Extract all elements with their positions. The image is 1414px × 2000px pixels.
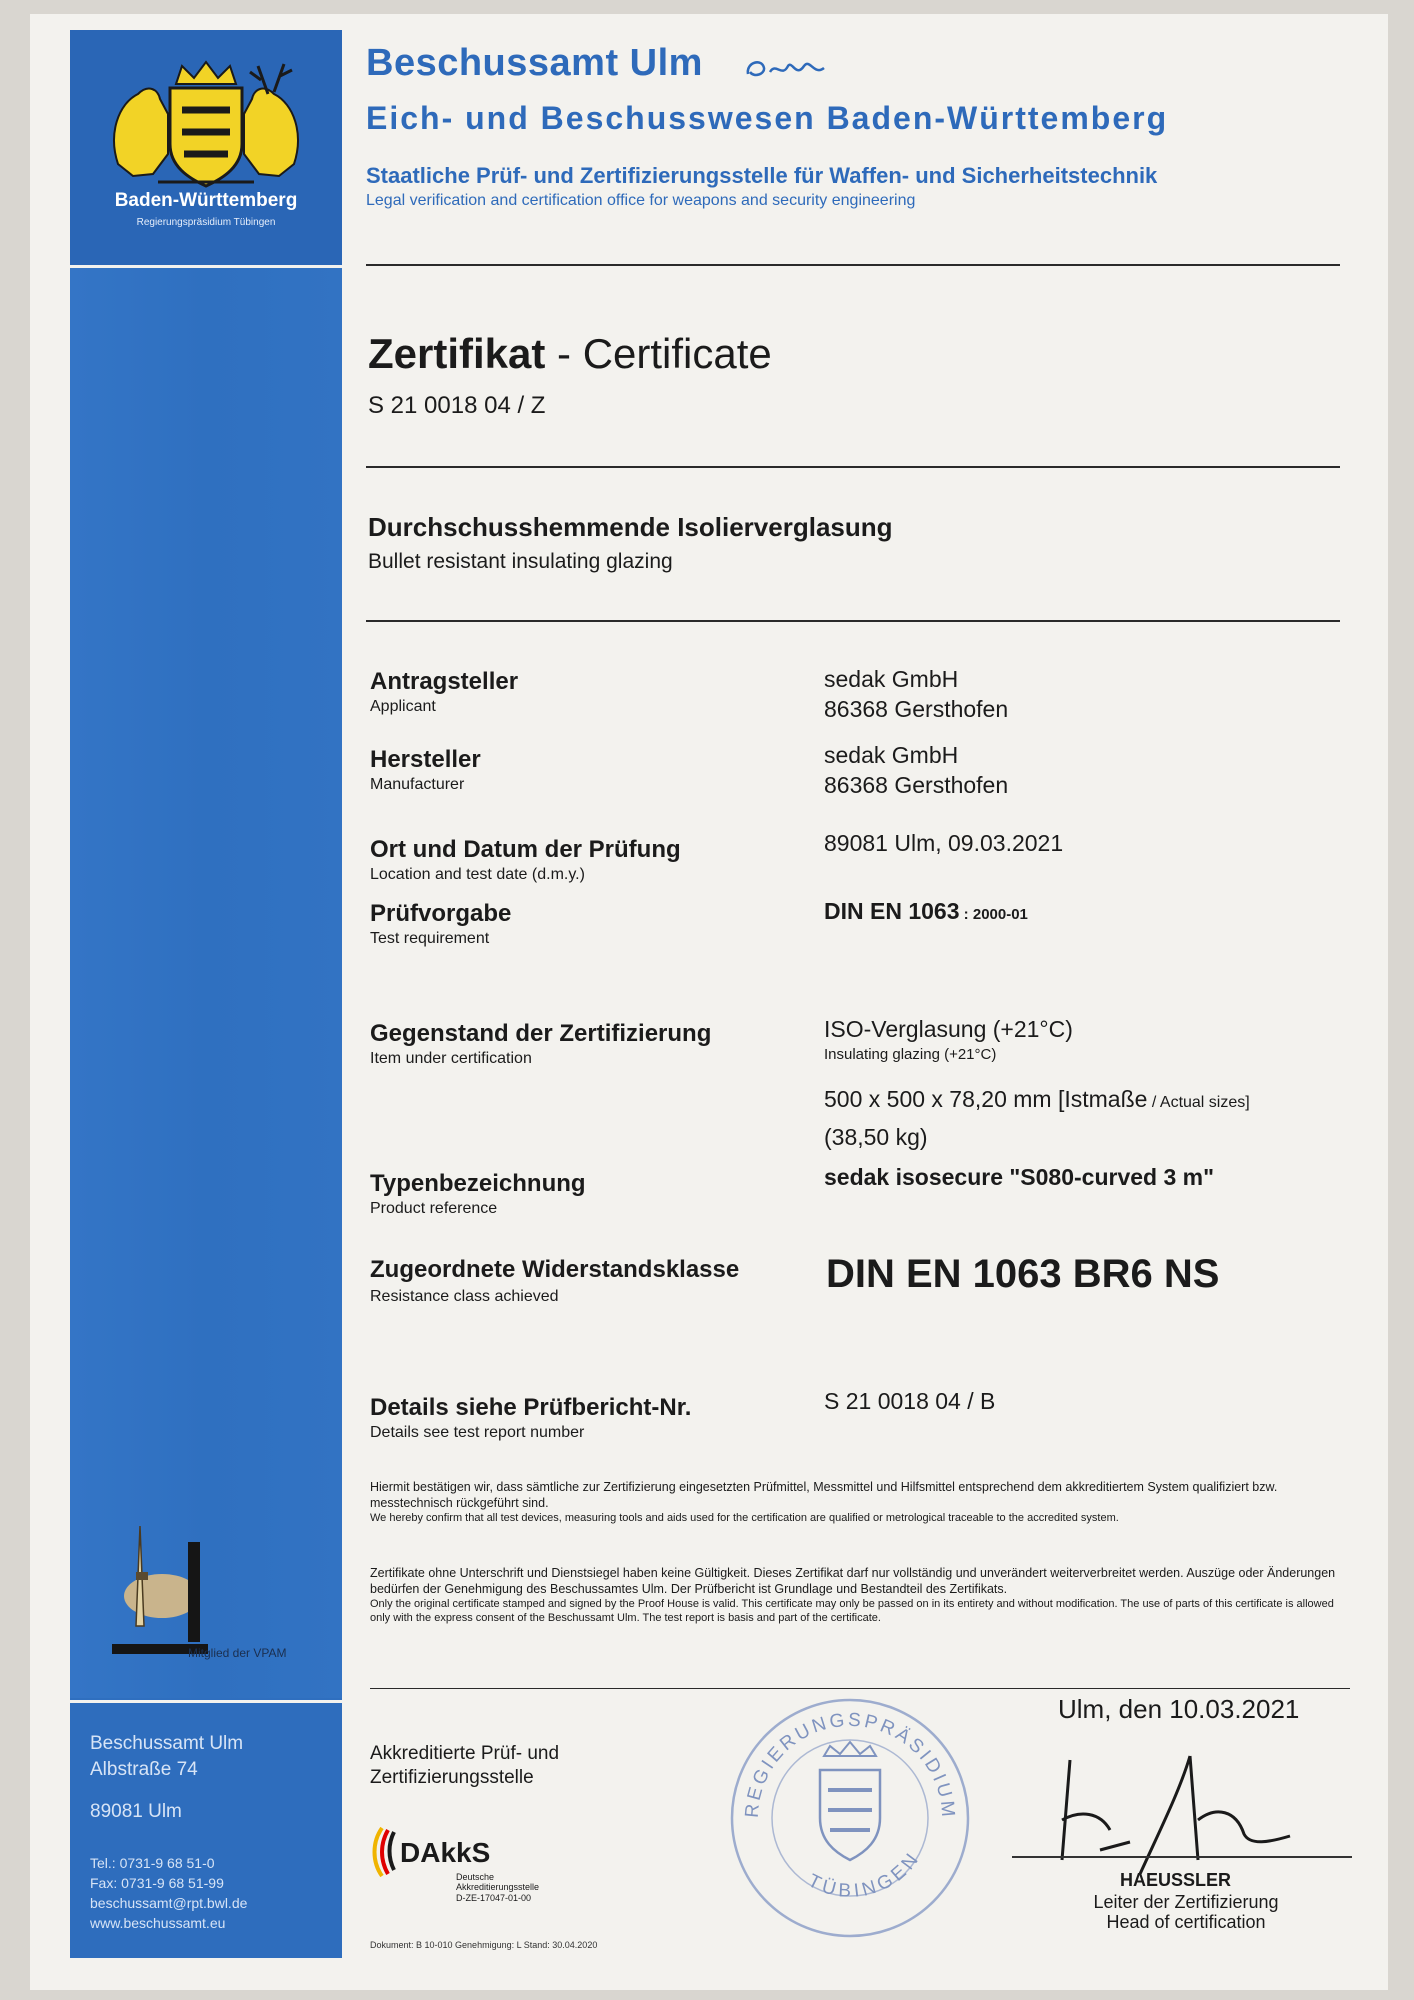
item-weight: (38,50 kg) (824, 1124, 928, 1150)
fine-print-2-en: Only the original certificate stamped and signed by the Proof House is valid. This certificate may only be passed on in its entirety and without modification. The use of parts of this certificate is allowed only with the express consent of the Beschussamt Ulm. The test report is basis and part of the certificate. (370, 1598, 1334, 1624)
report-label-en: Details see test report number (370, 1424, 585, 1441)
test-requirement-value (824, 896, 1028, 930)
office-web: www.beschussamt.eu (90, 1915, 226, 1931)
accreditation-label (370, 1742, 559, 1790)
report-label: Details siehe Prüfbericht-Nr. (370, 1394, 692, 1421)
item-label: Gegenstand der Zertifizierung (370, 1020, 712, 1047)
report-number: S 21 0018 04 / B (824, 1388, 996, 1414)
signer-role (1076, 1892, 1296, 1932)
fine-print-1-de: Hiermit bestätigen wir, dass sämtliche zur Zertifizierung eingesetzten Prüfmittel, Messmittel und Hilfsmittel entsprechend dem akkreditiertem System qualifiziert bzw. messtechnisch rückgeführt sind. (370, 1480, 1278, 1510)
product-title-en: Bullet resistant insulating glazing (368, 550, 673, 573)
test-requirement-standard: DIN EN 1063 (824, 898, 960, 924)
fine-print-1 (370, 1480, 1340, 1525)
manufacturer-address: 86368 Gersthofen (824, 772, 1009, 798)
fine-print-1-en: We hereby confirm that all test devices, measuring tools and aids used for the certification are qualified or metrological traceable to the accredited system. (370, 1512, 1119, 1524)
eichwesen-mark-icon (740, 48, 860, 88)
test-location-label-en: Location and test date (d.m.y.) (370, 866, 585, 883)
certificate-title (368, 330, 772, 378)
applicant-label: Antragsteller (370, 668, 519, 695)
office-tel: Tel.: 0731-9 68 51-0 (90, 1855, 215, 1871)
svg-text:TÜBINGEN (805, 1847, 925, 1902)
product-title-de: Durchschusshemmende Isolierverglasung (368, 512, 893, 542)
office-street: Albstraße 74 (90, 1759, 198, 1780)
signature-line (1012, 1856, 1352, 1858)
issue-place-date: Ulm, den 10.03.2021 (1058, 1694, 1300, 1724)
fine-print-2 (370, 1566, 1340, 1625)
office-description-en: Legal verification and certification office for weapons and security engineering (366, 192, 916, 209)
dakks-logo-icon (370, 1818, 570, 1908)
resistance-label: Zugeordnete Widerstandsklasse (370, 1256, 740, 1283)
office-subtitle: Eich- und Beschusswesen Baden-Württemberg (366, 100, 1169, 136)
manufacturer-label: Hersteller (370, 746, 481, 773)
coat-of-arms-icon (98, 54, 314, 204)
item-label-en: Item under certification (370, 1050, 532, 1067)
seal-text-top: REGIERUNGSPRÄSIDIUM (741, 1709, 959, 1821)
signer-role-de: Leiter der Zertifizierung (1093, 1892, 1279, 1912)
office-title: Beschussamt Ulm (366, 42, 703, 84)
address-panel (70, 1700, 342, 1958)
test-requirement-label-en: Test requirement (370, 930, 490, 947)
test-location-label: Ort und Datum der Prüfung (370, 836, 681, 863)
dakks-name: DAkkS (400, 1837, 491, 1868)
state-logo-panel (70, 30, 342, 268)
item-size-value: 500 x 500 x 78,20 mm [Istmaße (824, 1086, 1148, 1112)
official-seal-stamp (720, 1690, 980, 1940)
test-requirement-edition: : 2000-01 (959, 906, 1028, 923)
accreditation-line-1: Akkreditierte Prüf- und (370, 1743, 560, 1764)
divider (370, 1688, 1350, 1689)
dakks-subtitle-2: Akkreditierungsstelle (456, 1882, 540, 1892)
applicant-address: 86368 Gersthofen (824, 696, 1009, 722)
fine-print-2-de: Zertifikate ohne Unterschrift und Dienstsiegel haben keine Gültigkeit. Dieses Zertifikat darf nur vollständig und unverändert weiterverbreitet werden. Auszüge oder Änderungen bedürfen der Genehmigung des Beschussamtes Ulm. Der Prüfbericht ist Grundlage und Bestandteil des Zertifikats. (370, 1566, 1336, 1596)
state-name: Baden-Württemberg (114, 190, 298, 211)
state-subtitle: Regierungspräsidium Tübingen (136, 217, 276, 228)
item-value-de: ISO-Verglasung (+21°C) (824, 1016, 1073, 1042)
test-requirement-label: Prüfvorgabe (370, 900, 512, 927)
manufacturer-label-en: Manufacturer (370, 776, 465, 793)
seal-text-bottom: TÜBINGEN (804, 1847, 925, 1902)
accreditation-line-2: Zertifizierungsstelle (370, 1767, 534, 1788)
test-location-value: 89081 Ulm, 09.03.2021 (824, 830, 1064, 856)
applicant-label-en: Applicant (370, 698, 436, 715)
manufacturer-name: sedak GmbH (824, 742, 959, 768)
applicant-name: sedak GmbH (824, 666, 959, 692)
vpam-logo-icon (100, 1516, 230, 1656)
certificate-title-separator: - (545, 330, 583, 377)
handwritten-signature (1040, 1750, 1320, 1880)
divider (366, 264, 1340, 266)
item-size-en: / Actual sizes] (1147, 1094, 1250, 1111)
certificate-title-de: Zertifikat (368, 330, 546, 377)
item-value-en: Insulating glazing (+21°C) (824, 1046, 997, 1063)
product-ref-value: sedak isosecure "S080-curved 3 m" (824, 1164, 1215, 1190)
divider (366, 466, 1340, 468)
vpam-member-label: Mitglied der VPAM (188, 1646, 287, 1660)
certificate-title-en: Certificate (582, 330, 772, 377)
dakks-id: D-ZE-17047-01-00 (456, 1893, 532, 1903)
item-size (824, 1084, 1250, 1118)
dakks-subtitle-1: Deutsche (456, 1872, 495, 1882)
office-name: Beschussamt Ulm (90, 1733, 244, 1754)
certificate-number: S 21 0018 04 / Z (368, 392, 546, 419)
office-city: 89081 Ulm (90, 1801, 182, 1822)
office-fax: Fax: 0731-9 68 51-99 (90, 1875, 224, 1891)
band-middle (70, 268, 342, 1698)
product-ref-label: Typenbezeichnung (370, 1170, 586, 1197)
signer-name: HAEUSSLER (1120, 1870, 1232, 1890)
office-description-de: Staatliche Prüf- und Zertifizierungsstelle für Waffen- und Sicherheitstechnik (366, 163, 1158, 188)
resistance-class-value: DIN EN 1063 BR6 NS (826, 1252, 1220, 1296)
product-ref-label-en: Product reference (370, 1200, 498, 1217)
office-email: beschussamt@rpt.bwl.de (90, 1895, 248, 1911)
signer-role-en: Head of certification (1106, 1912, 1266, 1932)
document-meta: Dokument: B 10-010 Genehmigung: L Stand: 30.04.2020 (370, 1940, 598, 1950)
resistance-label-en: Resistance class achieved (370, 1288, 559, 1305)
divider (366, 620, 1340, 622)
